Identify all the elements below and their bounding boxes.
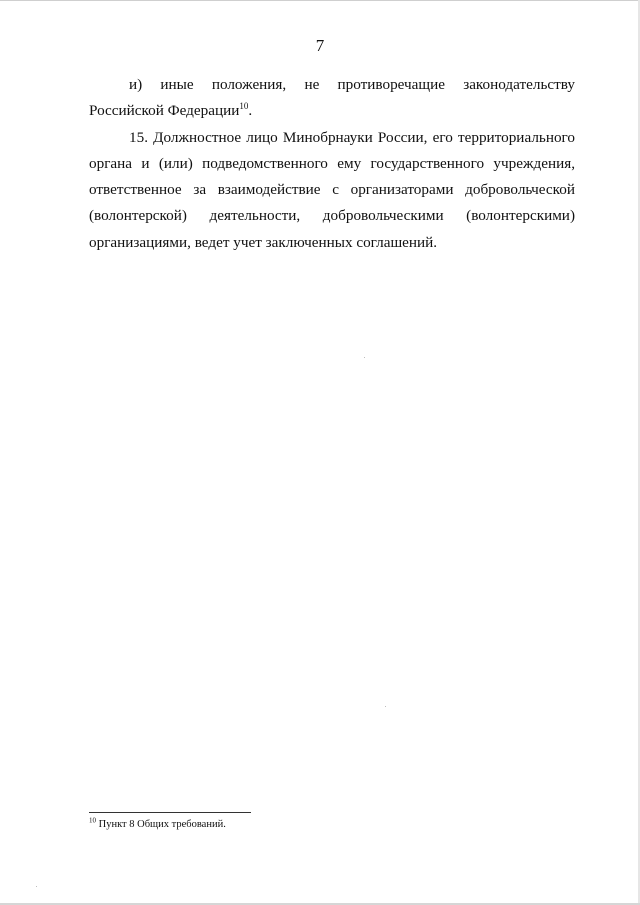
document-body [89,72,575,256]
page-edge-top [0,0,640,1]
paragraph-item-15: 15. Должностное лицо Минобрнауки России, его территориального органа и (или) подведомственного ему государственного учреждения, ответственное за взаимодействие с организаторами добровольческой (волонтерской) деятельности, добровольческими (волонтерскими) организациями, ведет учет заключенных соглашений. [89,128,575,251]
footnote-text: Пункт 8 Общих требований. [96,819,226,830]
footnote-reference[interactable]: 10 [239,101,249,112]
paragraph-item-i-tail: . [248,102,253,120]
scan-speck [364,357,365,358]
footnote-number: 10 [89,816,96,825]
paragraph-item-i-text: и) иные положения, не противоречащие законодательству Российской Федерации [89,76,575,120]
footnote [89,818,569,832]
paragraph-item-i [89,72,575,125]
scan-speck [36,886,37,887]
page-number: 7 [315,36,325,55]
footnote-separator [89,812,251,813]
scan-speck [385,706,386,707]
